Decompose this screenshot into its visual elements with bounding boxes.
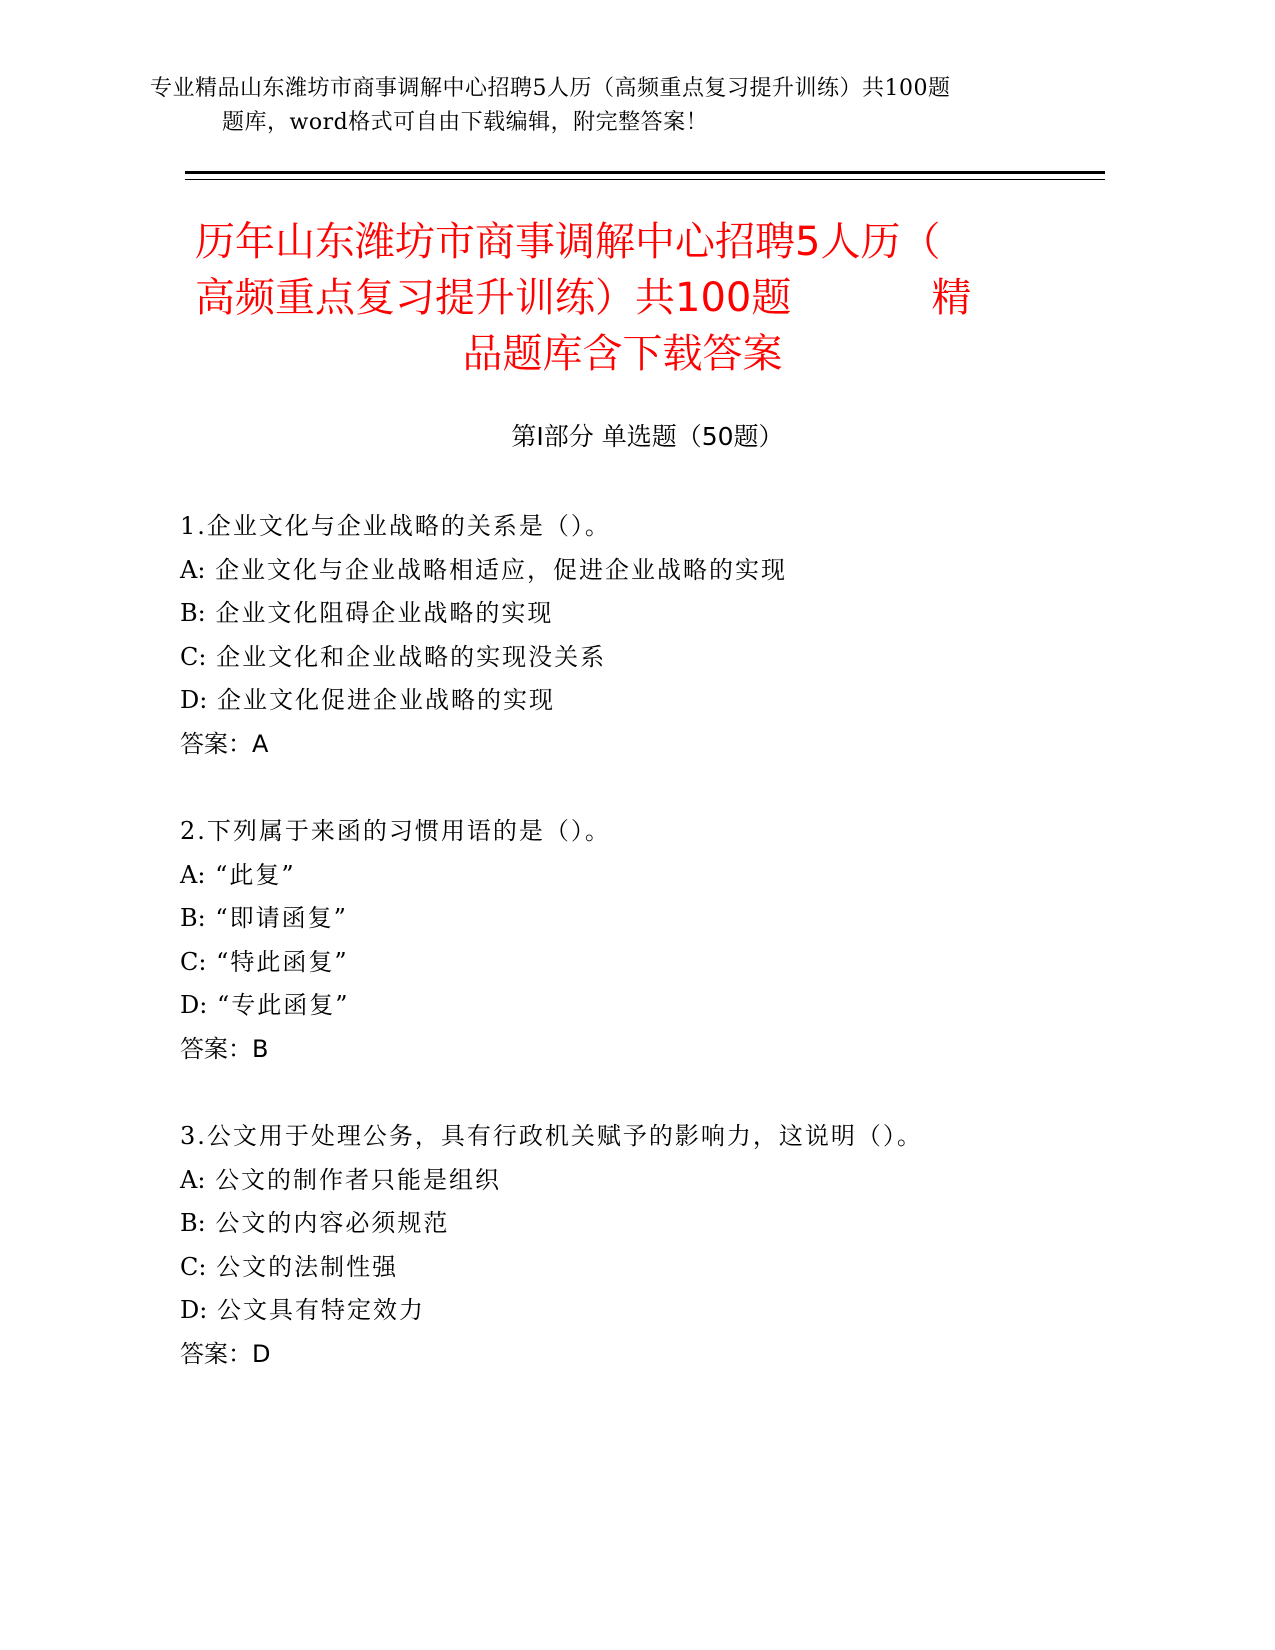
- option-b: B: 公文的内容必须规范: [180, 1209, 450, 1237]
- question-1: [180, 505, 1140, 766]
- header-note-line-1: 专业精品山东潍坊市商事调解中心招聘5人历（高频重点复习提升训练）共100题: [150, 76, 951, 101]
- title-line-2-main: 高频重点复习提升训练）共100题: [195, 275, 792, 321]
- title-line-2: [150, 270, 1125, 326]
- question-2: [180, 810, 1140, 1071]
- header-note: [150, 72, 1125, 140]
- option-d: D: 企业文化促进企业战略的实现: [180, 686, 555, 714]
- question-3: [180, 1115, 1140, 1376]
- question-stem: 3.公文用于处理公务，具有行政机关赋予的影响力，这说明（）。: [180, 1122, 923, 1150]
- option-b: B: “即请函复”: [180, 904, 348, 932]
- title-line-3: 品题库含下载答案: [462, 331, 783, 377]
- option-c: C: 企业文化和企业战略的实现没关系: [180, 642, 607, 671]
- question-list: [180, 505, 1140, 1420]
- header-divider-thin: [185, 179, 1105, 180]
- title-line-2-end: 精: [931, 275, 972, 321]
- answer: 答案：D: [180, 1339, 271, 1368]
- option-a: A: 企业文化与企业战略相适应，促进企业战略的实现: [180, 555, 788, 584]
- answer: 答案：B: [180, 1034, 269, 1063]
- question-stem: 1.企业文化与企业战略的关系是（）。: [180, 512, 611, 540]
- option-d: D: “专此函复”: [180, 991, 350, 1019]
- section-heading: 第Ⅰ部分 单选题（50题）: [511, 422, 784, 451]
- question-stem: 2.下列属于来函的习惯用语的是（）。: [180, 817, 611, 845]
- option-c: C: 公文的法制性强: [180, 1252, 399, 1281]
- answer: 答案：A: [180, 729, 269, 758]
- option-d: D: 公文具有特定效力: [180, 1296, 425, 1324]
- option-c: C: “特此函复”: [180, 947, 349, 976]
- header-divider-thick: [185, 171, 1105, 174]
- option-a: A: “此复”: [180, 860, 296, 889]
- option-b: B: 企业文化阻碍企业战略的实现: [180, 599, 554, 627]
- title-line-1: 历年山东潍坊市商事调解中心招聘5人历（: [195, 219, 941, 265]
- document-title: [150, 214, 1125, 382]
- header-note-line-2: 题库，word格式可自由下载编辑，附完整答案！: [222, 110, 709, 135]
- option-a: A: 公文的制作者只能是组织: [180, 1165, 502, 1194]
